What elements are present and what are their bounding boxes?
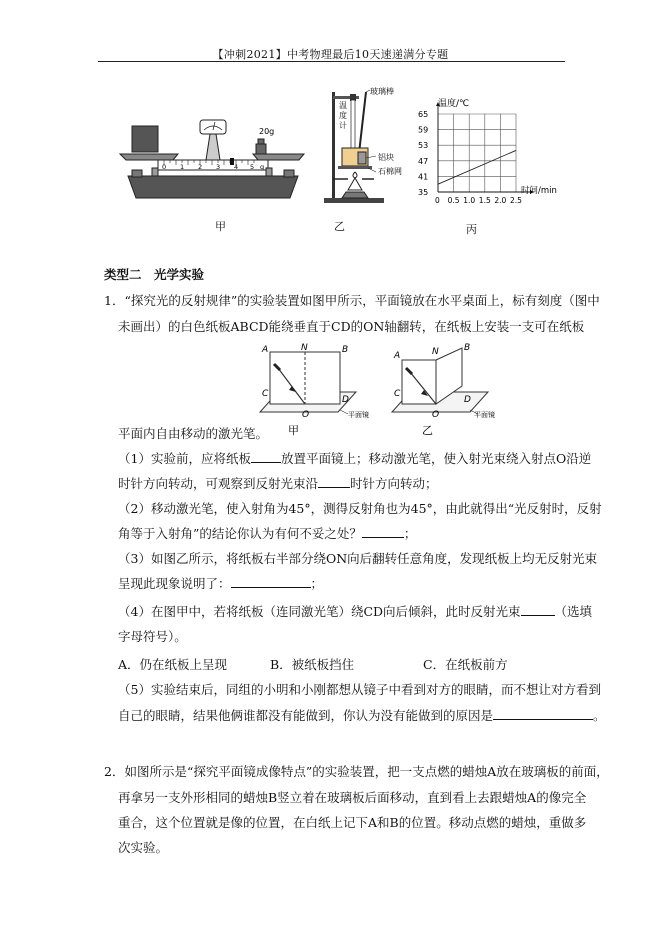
q1-line-3: 平面内自由移动的激光笔。 <box>118 426 269 441</box>
q1-part4-line1: （4）在图甲中，若将纸板（连同激光笔）绕CD向后倾斜，此时反射光束 （选填 <box>118 604 593 619</box>
answer-blank-4[interactable] <box>231 575 311 588</box>
label-a-jia: A <box>262 345 269 355</box>
q1-part2-line1: （2）移动激光笔，使入射角为45°，测得反射角也为45°，由此就得出“光反射时，反射 <box>118 501 602 516</box>
series-line <box>438 150 516 184</box>
section-title: 类型二 光学实验 <box>104 267 205 282</box>
label-b-yi: B <box>464 343 471 353</box>
chart-grid <box>438 114 516 192</box>
answer-blank-2[interactable] <box>318 475 350 488</box>
figure-caption-bing: 丙 <box>466 223 477 236</box>
x-tick-label: 0.5 <box>447 196 460 205</box>
label-b-jia: B <box>342 345 349 355</box>
y-tick-label: 65 <box>418 110 429 119</box>
scale-tick-3: 3 <box>216 163 221 171</box>
y-tick-label: 41 <box>418 172 429 182</box>
x-tick-label: 1.0 <box>463 196 476 205</box>
q1-part1-line1: （1）实验前，应将纸板 放置平面镜上；移动激光笔，使入射光束绕入射点O沿逆 <box>118 451 592 466</box>
balance-figure <box>118 108 308 203</box>
label-c-yi: C <box>394 389 401 399</box>
scale-tick-2: 2 <box>198 163 203 171</box>
q1-part5-line2: 自己的眼睛，结果他俩谁都没有能做到，你认为没有能做到的原因是 。 <box>118 708 606 723</box>
q1-part4-line2: 字母符号）。 <box>118 629 187 644</box>
label-c-jia: C <box>262 389 269 399</box>
figure-caption-jia: 甲 <box>215 220 226 233</box>
q1-part3-line1: （3）如图乙所示，将纸板右半部分绕ON向后翻转任意角度，发现纸板上均无反射光束 <box>118 551 598 566</box>
chart-y-axis-label: 温度/℃ <box>438 99 470 109</box>
aluminum-block-label: 铝块 <box>378 153 394 162</box>
scale-unit: g <box>260 163 265 171</box>
option-b: B．被纸板挡住 <box>270 657 355 672</box>
y-tick-label: 47 <box>418 156 429 166</box>
q2-line-2: 再拿另一支外形相同的蜡烛B竖立着在玻璃板后面移动，直到看上去跟蜡烛A的像完全 <box>118 790 587 805</box>
page-header: 【冲刺2021】中考物理最后10天速递满分专题 <box>212 48 449 61</box>
option-c: C．在纸板前方 <box>423 657 508 672</box>
reflection-caption-yi: 乙 <box>422 424 433 437</box>
figure-caption-yi: 乙 <box>334 220 345 233</box>
asbestos-gauze-label: 石棉网 <box>378 167 402 176</box>
x-tick-label: 2.0 <box>494 196 507 205</box>
answer-blank-5[interactable] <box>521 603 555 616</box>
answer-blank-3[interactable] <box>362 525 404 538</box>
x-tick-label: 1.5 <box>478 196 491 205</box>
q1-part1-line2: 时针方向转动，可观察到反射光束沿 时针方向转动； <box>118 476 438 491</box>
reflection-caption-jia: 甲 <box>288 424 299 437</box>
glass-rod-label: 玻璃棒 <box>370 87 394 96</box>
mirror-label-yi: 平面镜 <box>474 411 495 419</box>
q1-part2-line2: 角等于入射角”的结论你认为有何不妥之处？ ； <box>118 526 417 541</box>
label-d-yi: D <box>464 395 471 405</box>
reflection-figures <box>252 342 502 437</box>
y-tick-label: 35 <box>418 188 429 197</box>
x-tick-label: 2.5 <box>510 196 522 205</box>
q1-part3-line2: 呈现此现象说明了： ； <box>118 576 324 591</box>
label-a-yi: A <box>394 351 401 361</box>
label-o-yi: O <box>432 410 440 420</box>
q1-line-2: 未画出）的白色纸板ABCD能绕垂直于CD的ON轴翻转，在纸板上安装一支可在纸板 <box>118 319 585 334</box>
chart-x-axis-label: 时间/min <box>521 186 557 196</box>
q2-line-1: 2．如图所示是“探究平面镜成像特点”的实验装置，把一支点燃的蜡烛A放在玻璃板的前面， <box>104 764 609 779</box>
weight-mass-label: 20g <box>259 127 275 136</box>
header-rule <box>98 61 565 62</box>
q2-line-4: 次实验。 <box>118 840 169 855</box>
scale-tick-0: 0 <box>162 163 167 171</box>
scale-tick-1: 1 <box>180 163 185 171</box>
q1-part5-line1: （5）实验结束后，同组的小明和小刚都想从镜子中看到对方的眼睛，而不想让对方看到 <box>118 682 601 697</box>
scale-tick-4: 4 <box>234 163 239 171</box>
label-n-yi: N <box>432 347 439 357</box>
heating-apparatus-figure <box>322 86 422 208</box>
y-tick-label: 53 <box>418 141 429 151</box>
answer-blank-6[interactable] <box>493 707 593 720</box>
scale-tick-5: 5 <box>250 163 255 171</box>
label-o-jia: O <box>302 410 310 420</box>
q1-line-1: 1．“探究光的反射规律”的实验装置如图甲所示，平面镜放在水平桌面上，标有刻度（图中 <box>104 293 600 308</box>
label-n-jia: N <box>301 343 308 353</box>
answer-blank-1[interactable] <box>251 450 281 463</box>
y-tick-label: 59 <box>418 125 429 135</box>
temperature-chart <box>416 92 557 214</box>
label-d-jia: D <box>342 395 349 405</box>
thermometer-label: 温度计 <box>339 101 347 130</box>
option-a: A．仍在纸板上呈现 <box>118 657 228 672</box>
mirror-label-jia: 平面镜 <box>348 411 369 419</box>
q2-line-3: 重合，这个位置就是像的位置，在白纸上记下A和B的位置。移动点燃的蜡烛，重做多 <box>118 815 587 830</box>
x-tick-label: 0 <box>435 196 440 205</box>
